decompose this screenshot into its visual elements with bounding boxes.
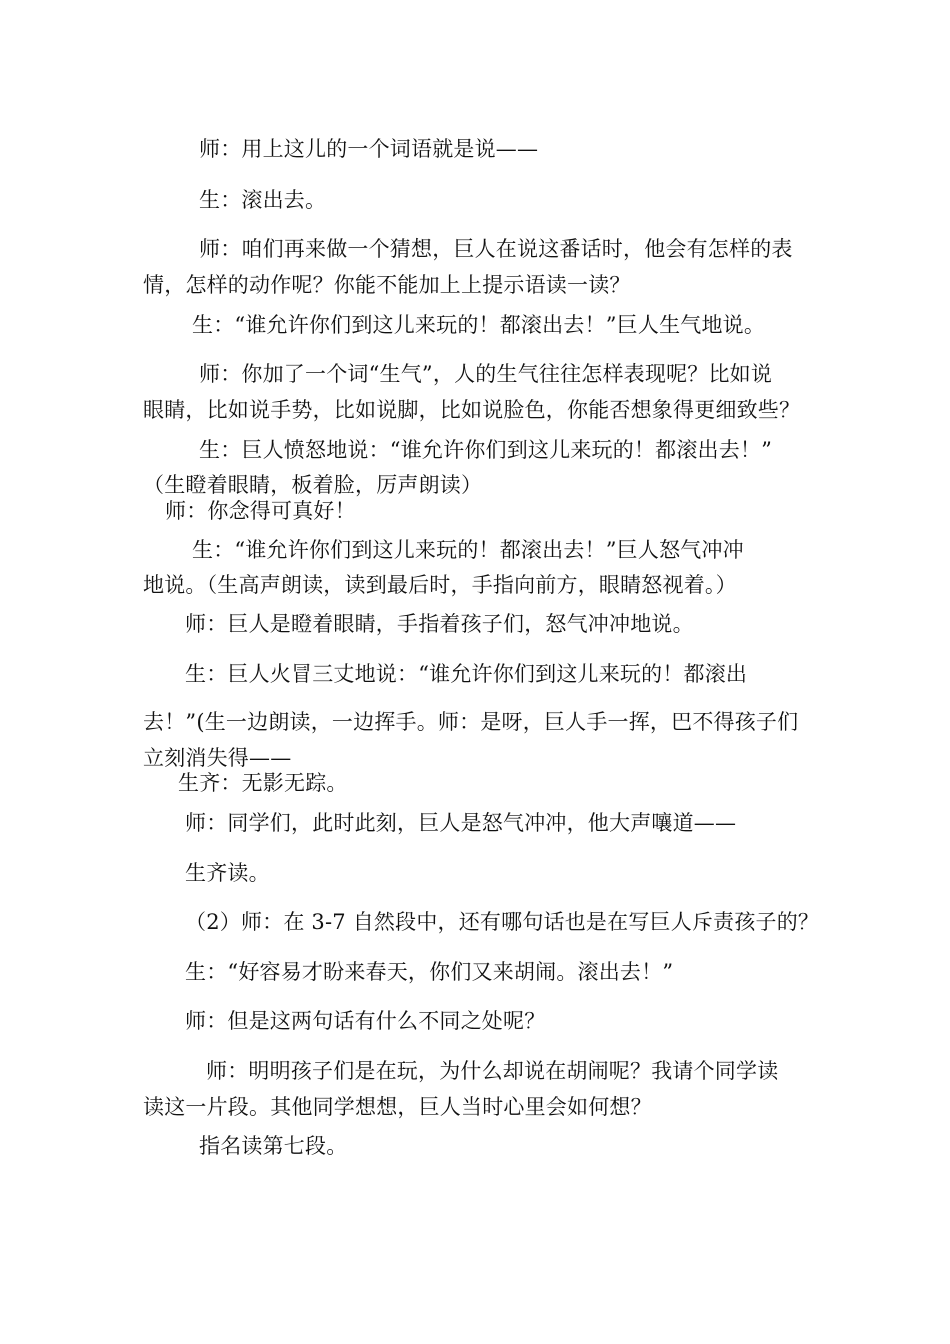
text-line: 生：“谁允许你们到这儿来玩的！都滚出去！”巨人生气地说。 — [192, 313, 766, 337]
text-line: 去！”(生一边朗读，一边挥手。师：是呀，巨人手一挥，巴不得孩子们 — [143, 710, 799, 734]
text-line: 师：但是这两句话有什么不同之处呢？ — [185, 1009, 546, 1033]
text-line: 立刻消失得—— — [143, 746, 292, 770]
text-line: 生：巨人愤怒地说：“谁允许你们到这儿来玩的！都滚出去！” — [199, 438, 773, 462]
text-line: 生齐：无影无踪。 — [178, 771, 348, 795]
text-line: 生齐读。 — [185, 861, 270, 885]
text-line: 师：咱们再来做一个猜想，巨人在说这番话时，他会有怎样的表 — [199, 237, 793, 261]
text-line: 师：同学们，此时此刻，巨人是怒气冲冲，他大声嚷道—— — [185, 811, 737, 835]
text-line: 情，怎样的动作呢？你能不能加上上提示语读一读？ — [143, 273, 631, 297]
text-line: 师：明明孩子们是在玩，为什么却说在胡闹呢？我请个同学读 — [206, 1059, 779, 1083]
text-line: 师：巨人是瞪着眼睛，手指着孩子们，怒气冲冲地说。 — [185, 612, 694, 636]
text-line: 生：滚出去。 — [199, 188, 327, 212]
text-line: 指名读第七段。 — [199, 1134, 348, 1158]
text-line: （生瞪着眼睛，板着脸，厉声朗读） — [143, 473, 483, 497]
text-line: 生：“好容易才盼来春天，你们又来胡闹。滚出去！” — [185, 960, 674, 984]
text-line: 师：你念得可真好！ — [165, 499, 356, 523]
text-line: 眼睛，比如说手势，比如说脚，比如说脸色，你能否想象得更细致些？ — [143, 398, 801, 422]
text-line: （2）师：在 3-7 自然段中，还有哪句话也是在写巨人斥责孩子的？ — [185, 910, 820, 934]
text-line: 生：巨人火冒三丈地说：“谁允许你们到这儿来玩的！都滚出 — [185, 662, 748, 686]
text-line: 读这一片段。其他同学想想，巨人当时心里会如何想？ — [143, 1095, 652, 1119]
text-line: 师：用上这儿的一个词语就是说—— — [199, 137, 539, 161]
text-line: 地说。（生高声朗读，读到最后时，手指向前方，眼睛怒视着。） — [143, 573, 737, 597]
text-line: 师：你加了一个词“生气”，人的生气往往怎样表现呢？比如说 — [199, 362, 773, 386]
text-line: 生：“谁允许你们到这儿来玩的！都滚出去！”巨人怒气冲冲 — [192, 538, 744, 562]
